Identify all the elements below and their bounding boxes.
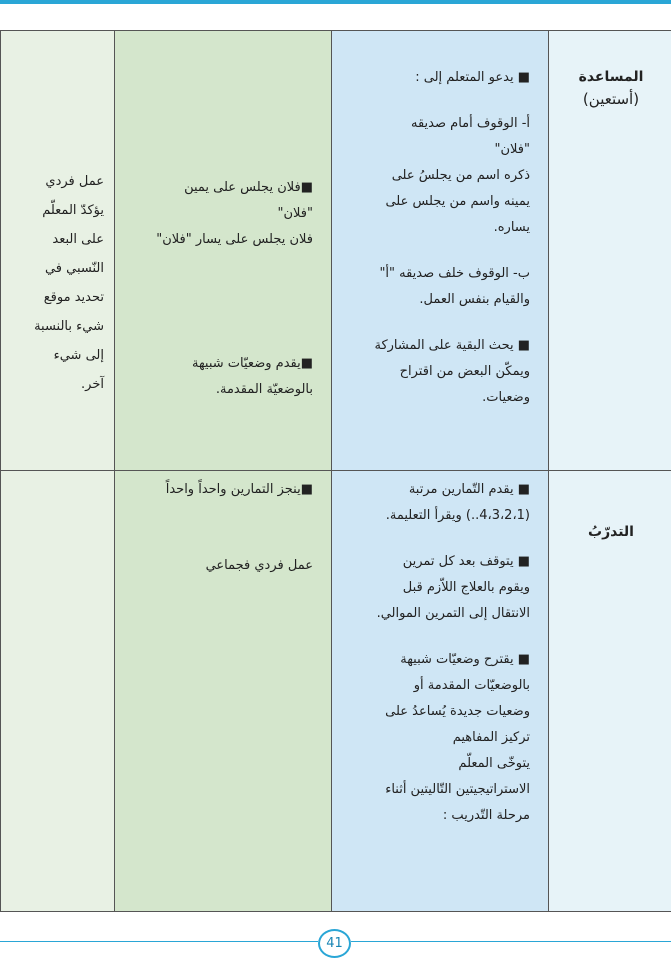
teacher-activity-cell	[332, 31, 549, 471]
learner-text: ■ينجز التمارين واحداً واحداً	[165, 482, 313, 497]
teacher-text: ■ يقدم التّمارين مرتبة (4،3،2،1..) ويقرأ التعليمة.	[385, 482, 530, 523]
teacher-text: ■ يحث البقية على المشاركة ويمكّن البعض من اقتراح وضعيات.	[374, 338, 530, 405]
learner-activity-cell	[115, 31, 332, 471]
stage-subtitle: (أستعين)	[582, 90, 640, 108]
learner-text: عمل فردي فجماعي	[205, 558, 313, 573]
evaluation-cell	[1, 471, 115, 912]
table-row-assistance	[1, 31, 671, 471]
learner-text: ■يقدم وضعيّات شبيهة بالوضعيّة المقدمة.	[191, 356, 313, 397]
learner-text: ■فلان يجلس على يمين "فلان" فلان يجلس على يسار "فلان"	[156, 180, 313, 247]
evaluation-cell	[1, 31, 115, 471]
teacher-text: أ- الوقوف أمام صديقه "فلان" ذكره اسم من يجلسُ على يمينه واسم من يجلس على يساره.	[385, 116, 530, 235]
learner-activity-cell	[115, 471, 332, 912]
stage-cell	[549, 31, 671, 471]
table-row-training	[1, 471, 671, 912]
teacher-text: ■ يقترح وضعيّات شبيهة بالوضعيّات المقدمة أو وضعيات جديدة يُساعدُ على تركيز المفاهيم يتوخّى المعلّم الاستراتيجيتين التّاليتين أثناء مرحلة التّدريب :	[385, 652, 530, 823]
stage-title: التدرّبُ	[588, 524, 634, 540]
page-number: 41	[318, 929, 351, 958]
lesson-table	[0, 30, 671, 912]
footer-rule-right	[351, 941, 671, 942]
stage-title: المساعدة	[578, 69, 644, 85]
stage-cell	[549, 471, 671, 912]
teacher-text: ■ يتوقف بعد كل تمرين ويقوم بالعلاج اللاّزم قبل الانتقال إلى التمرين الموالي.	[376, 554, 530, 621]
evaluation-text: عمل فردي يؤكدّ المعلّم على البعد النّسبي في تحديد موقع شيء بالنسبة إلى شيء آخر.	[34, 174, 104, 392]
teacher-text: ب- الوقوف خلف صديقه "أ" والقيام بنفس العمل.	[379, 266, 530, 307]
teacher-text: ■ يدعو المتعلم إلى :	[415, 70, 530, 85]
top-rule	[0, 0, 671, 4]
footer-rule-left	[0, 941, 318, 942]
teacher-activity-cell	[332, 471, 549, 912]
